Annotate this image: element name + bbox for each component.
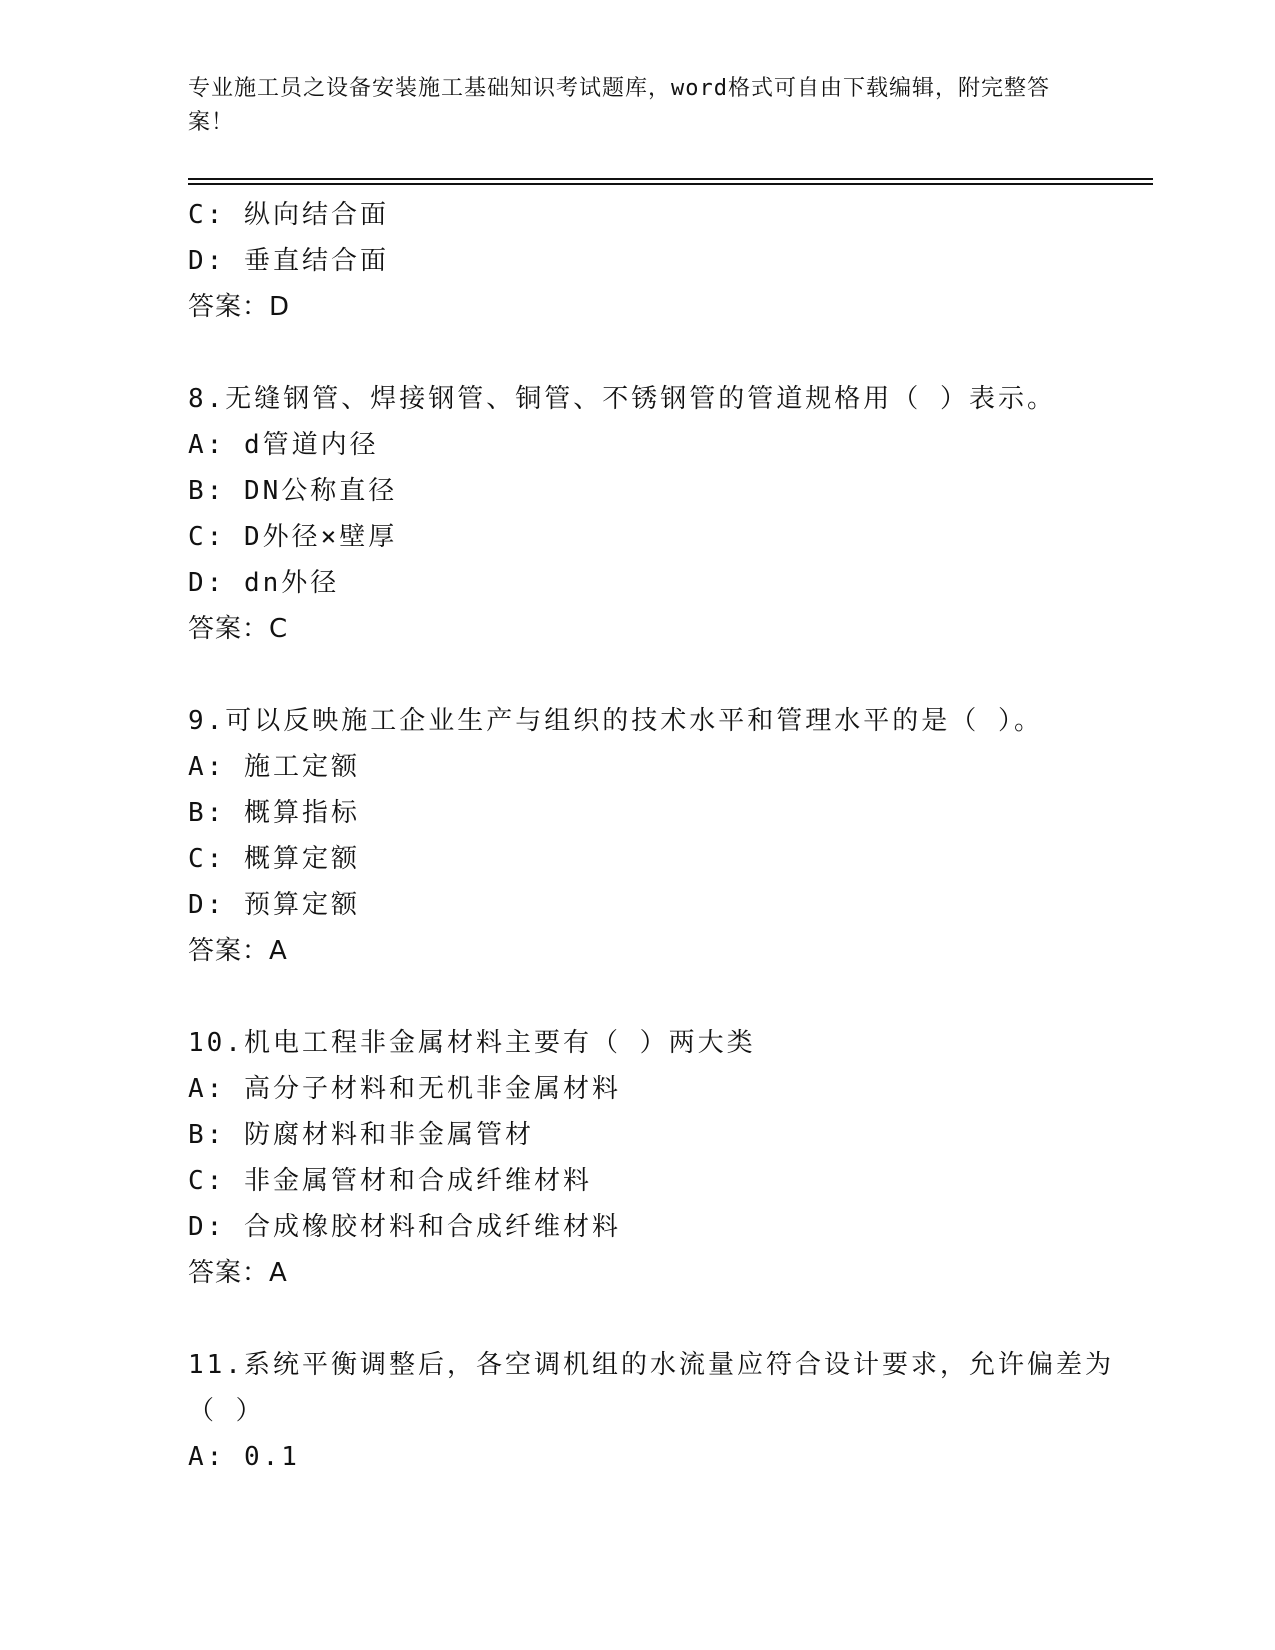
option-text: 预算定额 xyxy=(243,890,360,920)
option-text: 0.1 xyxy=(243,1442,300,1472)
option-letter: D: xyxy=(188,568,226,598)
option-text: 纵向结合面 xyxy=(243,200,389,230)
option-text: 非金属管材和合成纤维材料 xyxy=(243,1166,592,1196)
option-letter: A: xyxy=(188,430,226,460)
option-text: d管道内径 xyxy=(243,430,379,460)
option-text: 概算定额 xyxy=(243,844,360,874)
question-stem: 9.可以反映施工企业生产与组织的技术水平和管理水平的是（ ）。 xyxy=(188,706,1043,736)
question-stem: 11.系统平衡调整后，各空调机组的水流量应符合设计要求，允许偏差为（ ） xyxy=(188,1350,1114,1426)
question-item xyxy=(188,1020,1128,1296)
question-stem: 8.无缝钢管、焊接钢管、铜管、不锈钢管的管道规格用（ ）表示。 xyxy=(188,384,1056,414)
option-letter: C: xyxy=(188,200,226,230)
option-text: D外径×壁厚 xyxy=(243,522,398,552)
option-letter: D: xyxy=(188,246,226,276)
answer-line: 答案：A xyxy=(188,1258,288,1288)
option-letter: B: xyxy=(188,798,226,828)
option-text: 施工定额 xyxy=(243,752,360,782)
option-text: 垂直结合面 xyxy=(243,246,389,276)
option-c xyxy=(188,514,1128,560)
option-text: 防腐材料和非金属管材 xyxy=(243,1120,534,1150)
option-text: 概算指标 xyxy=(243,798,360,828)
option-a xyxy=(188,1434,1128,1480)
answer-line: 答案：A xyxy=(188,936,288,966)
question-item xyxy=(188,1342,1128,1480)
option-letter: A: xyxy=(188,1442,226,1472)
option-letter: B: xyxy=(188,476,226,506)
option-b xyxy=(188,1112,1128,1158)
question-item xyxy=(188,698,1128,974)
option-text: 合成橡胶材料和合成纤维材料 xyxy=(243,1212,621,1242)
option-a xyxy=(188,422,1128,468)
header-divider-top xyxy=(188,178,1153,180)
option-d xyxy=(188,1204,1128,1250)
option-c xyxy=(188,192,1128,238)
option-d xyxy=(188,560,1128,606)
option-a xyxy=(188,744,1128,790)
answer-line: 答案：C xyxy=(188,614,289,644)
option-letter: C: xyxy=(188,844,226,874)
option-d xyxy=(188,882,1128,928)
option-letter: A: xyxy=(188,1074,226,1104)
option-letter: B: xyxy=(188,1120,226,1150)
option-letter: C: xyxy=(188,1166,226,1196)
option-a xyxy=(188,1066,1128,1112)
question-fragment xyxy=(188,192,1128,330)
question-list xyxy=(188,192,1128,1480)
question-stem: 10.机电工程非金属材料主要有（ ）两大类 xyxy=(188,1028,756,1058)
option-letter: A: xyxy=(188,752,226,782)
option-text: dn外径 xyxy=(243,568,340,598)
option-letter: D: xyxy=(188,1212,226,1242)
header-divider-bottom xyxy=(188,183,1153,185)
option-c xyxy=(188,836,1128,882)
option-b xyxy=(188,468,1128,514)
option-c xyxy=(188,1158,1128,1204)
option-letter: C: xyxy=(188,522,226,552)
answer-line: 答案：D xyxy=(188,292,291,322)
option-b xyxy=(188,790,1128,836)
question-item xyxy=(188,376,1128,652)
option-text: DN公称直径 xyxy=(243,476,398,506)
option-letter: D: xyxy=(188,890,226,920)
option-text: 高分子材料和无机非金属材料 xyxy=(243,1074,621,1104)
document-header: 专业施工员之设备安装施工基础知识考试题库，word格式可自由下载编辑，附完整答案！ xyxy=(188,76,1050,135)
option-d xyxy=(188,238,1128,284)
